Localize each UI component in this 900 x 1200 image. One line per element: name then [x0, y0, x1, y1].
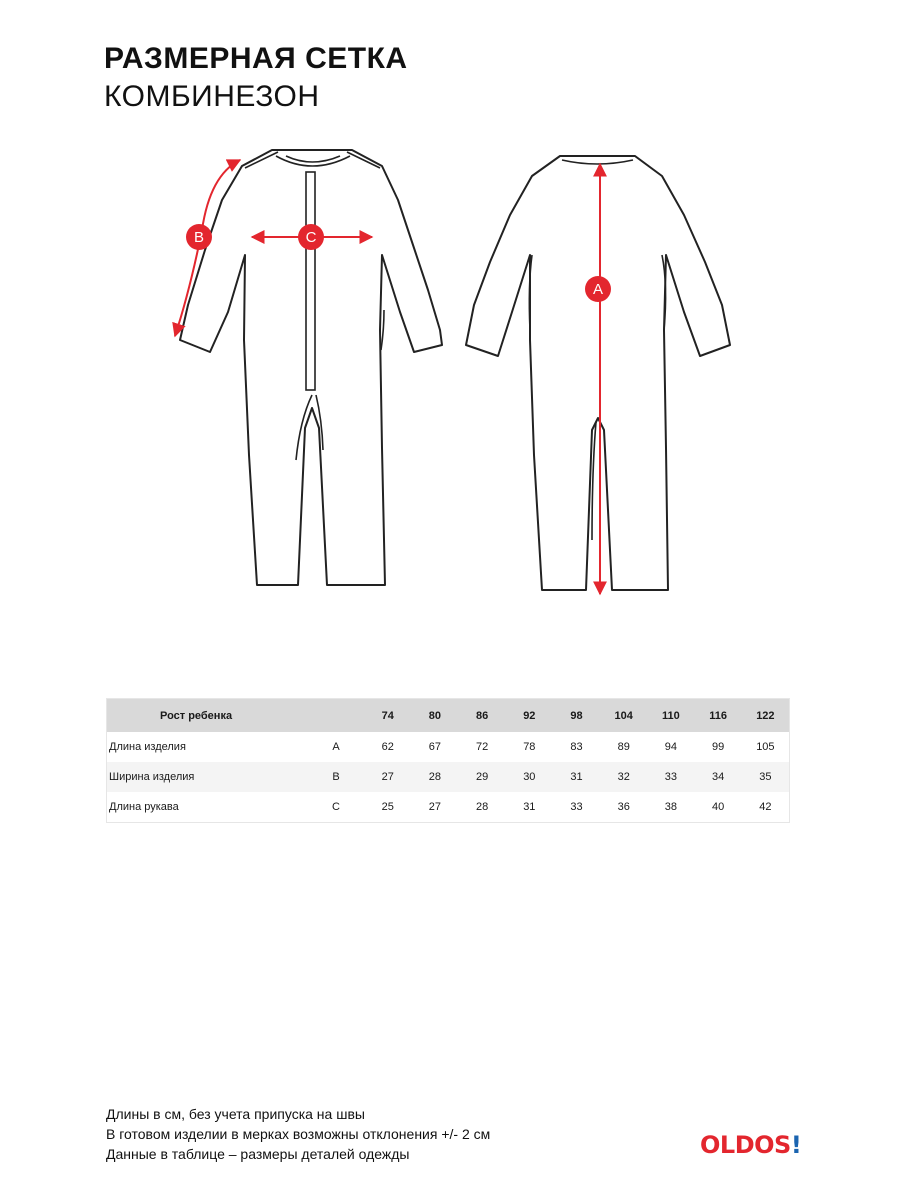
size-header: 86: [459, 699, 506, 733]
row-label: Длина рукава: [109, 801, 179, 813]
table-row: [107, 732, 790, 762]
marker-b-label: B: [193, 229, 205, 246]
note-line: Данные в таблице – размеры деталей одежды: [106, 1146, 410, 1162]
logo-text: OLDOS: [700, 1131, 791, 1159]
page-title: РАЗМЕРНАЯ СЕТКА: [104, 42, 408, 75]
table-cell: 32: [600, 762, 647, 792]
brand-logo: [700, 1131, 801, 1159]
table-cell: 67: [428, 741, 442, 753]
size-header: 98: [553, 699, 600, 733]
table-cell: 33: [570, 801, 583, 813]
table-cell: 31: [553, 762, 600, 792]
table-cell: 34: [695, 762, 742, 792]
table-cell: 25: [381, 801, 394, 813]
table-cell: 89: [617, 741, 630, 753]
size-header: 74: [364, 699, 411, 733]
table-cell: 40: [712, 801, 725, 813]
row-label: Ширина изделия: [107, 762, 308, 792]
page-subtitle: КОМБИНЕЗОН: [104, 80, 320, 113]
table-cell: 30: [506, 762, 553, 792]
row-code: B: [308, 762, 364, 792]
size-header: 80: [411, 699, 458, 733]
back-jumpsuit-outline: [466, 156, 730, 590]
table-cell: 28: [411, 762, 458, 792]
note-line: В готовом изделии в мерках возможны отклонения +/- 2 см: [106, 1126, 491, 1142]
marker-c-label: C: [305, 229, 317, 246]
table-cell: 36: [617, 801, 630, 813]
size-header: 110: [647, 699, 694, 733]
size-header: 92: [506, 699, 553, 733]
note-line: Длины в см, без учета припуска на швы: [106, 1106, 365, 1122]
table-cell: 28: [475, 801, 489, 813]
marker-a-label: A: [592, 281, 604, 298]
table-cell: 27: [428, 801, 442, 813]
table-cell: 83: [570, 741, 583, 753]
row-label: Длина изделия: [109, 741, 186, 753]
table-cell: 62: [381, 741, 394, 753]
size-header: 122: [742, 699, 790, 733]
table-cell: 31: [523, 801, 536, 813]
table-cell: 27: [364, 762, 411, 792]
table-cell: 94: [664, 741, 678, 753]
table-cell: 33: [647, 762, 694, 792]
table-cell: 38: [664, 801, 678, 813]
size-table: [106, 698, 790, 823]
table-cell: 29: [459, 762, 506, 792]
size-header: 116: [695, 699, 742, 733]
logo-mark: !: [790, 1131, 802, 1159]
table-cell: 72: [475, 741, 489, 753]
table-cell: 78: [523, 741, 536, 753]
row-code: A: [332, 741, 340, 753]
table-row: [107, 762, 790, 792]
table-row: [107, 792, 790, 823]
table-cell: 105: [756, 741, 775, 753]
table-cell: 42: [759, 801, 772, 813]
row-code: C: [332, 801, 340, 813]
table-cell: 35: [742, 762, 790, 792]
header-label: Рост ребенка: [107, 699, 308, 733]
table-cell: 99: [712, 741, 725, 753]
size-table-header-row: [107, 699, 790, 733]
notes-block: [106, 1104, 490, 1164]
size-header: 104: [600, 699, 647, 733]
header-code-cell: [308, 699, 364, 733]
